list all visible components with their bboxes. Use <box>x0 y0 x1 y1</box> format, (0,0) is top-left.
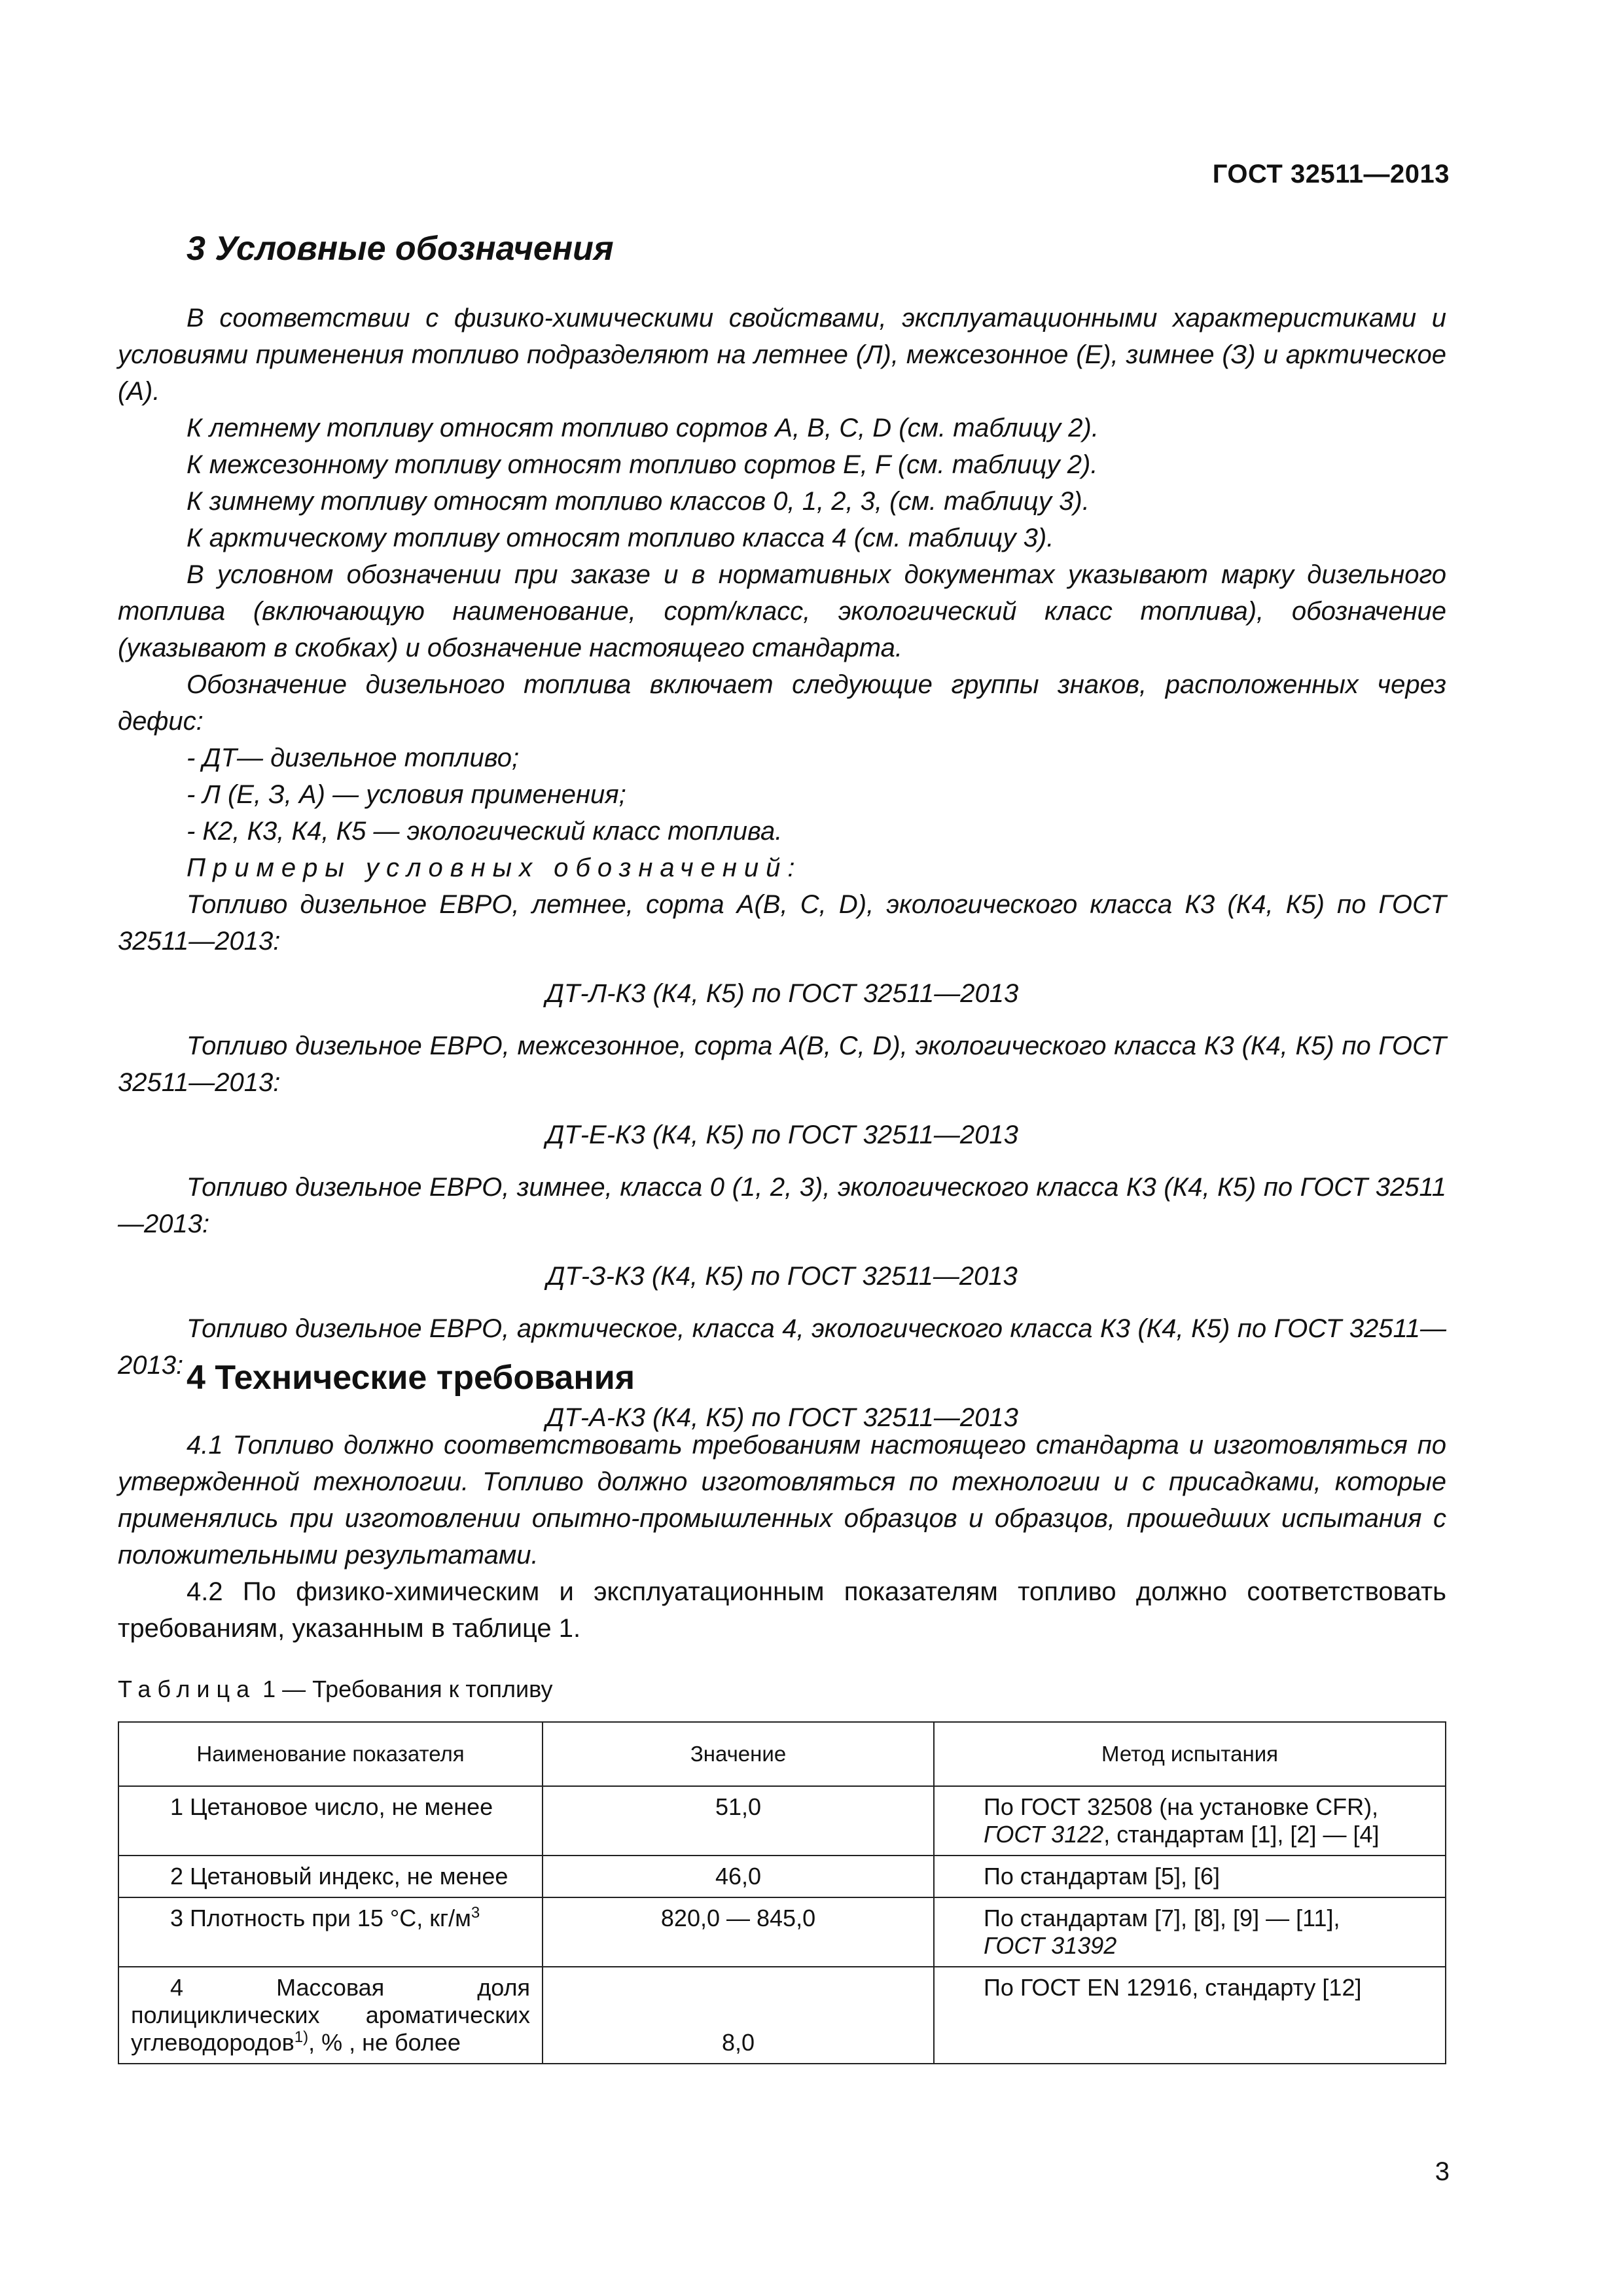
column-header: Значение <box>543 1722 934 1786</box>
paragraph: К зимнему топливу относят топливо классов 0, 1, 2, 3, (см. таблицу 3). <box>187 487 1090 516</box>
test-method: По стандартам [7], [8], [9] — [11], ГОСТ 31392 <box>934 1897 1446 1967</box>
table-header-row <box>118 1722 1446 1786</box>
indicator-name: 4 Массовая доля полициклических ароматических углеводородов$^{1)}$, % , не более <box>118 1967 543 2064</box>
paragraph-4-1: 4.1 Топливо должно соответствовать требованиям настоящего стандарта и изготовляться по утвержденной технологии. Топливо должно изготовляться по технологии и с присадками, которые применялись при изготовлении опытно-промышленных образцов и образцов, прошедших испытания с положительными результатами. <box>118 1431 1446 1570</box>
section-4-body <box>118 1427 1446 1647</box>
section-4-title: 4 Технические требования <box>187 1359 635 1397</box>
paragraph: К летнему топливу относят топливо сортов A, B, C, D (см. таблицу 2). <box>187 414 1099 442</box>
example-designation: ДТ-З-К3 (К4, К5) по ГОСТ 32511—2013 <box>546 1262 1018 1291</box>
example-text: Топливо дизельное ЕВРО, межсезонное, сорта А(В, С, D), экологического класса К3 (К4, К5) по ГОСТ 32511—2013: <box>118 1031 1446 1097</box>
section-3-body <box>118 300 1446 1452</box>
indicator-value: 46,0 <box>543 1856 934 1897</box>
paragraph-4-2: 4.2 По физико-химическим и эксплуатационным показателям топливо должно соответствовать требованиям, указанным в таблице 1. <box>118 1577 1446 1643</box>
section-3-title: 3 Условные обозначения <box>187 230 614 268</box>
paragraph: В условном обозначении при заказе и в нормативных документах указывают марку дизельного топлива (включающую наименование, сорт/класс, экологический класс топлива), обозначение (указывают в скобках) и обозначение настоящего стандарта. <box>118 560 1446 662</box>
paragraph: К межсезонному топливу относят топливо сортов E, F (см. таблицу 2). <box>187 450 1098 479</box>
examples-label: Примеры условных обозначений: <box>187 853 802 882</box>
test-method: По стандартам [5], [6] <box>934 1856 1446 1897</box>
test-method: По ГОСТ EN 12916, стандарту [12] <box>934 1967 1446 2064</box>
example-text: Топливо дизельное ЕВРО, летнее, сорта А(В, С, D), экологического класса К3 (К4, К5) по ГОСТ 32511—2013: <box>118 890 1446 956</box>
example-text: Топливо дизельное ЕВРО, арктическое, класса 4, экологического класса К3 (К4, К5) по ГОСТ 32511—2013: <box>118 1314 1446 1380</box>
indicator-value: 51,0 <box>543 1786 934 1856</box>
table-row <box>118 1786 1446 1856</box>
table-row <box>118 1967 1446 2064</box>
table-row <box>118 1897 1446 1967</box>
column-header: Метод испытания <box>934 1722 1446 1786</box>
example-designation: ДТ-А-К3 (К4, К5) по ГОСТ 32511—2013 <box>546 1403 1018 1432</box>
page-number: 3 <box>1435 2157 1450 2186</box>
indicator-name: 3 Плотность при 15 °С, $кг/м^3$ <box>118 1897 543 1967</box>
column-header: Наименование показателя <box>118 1722 543 1786</box>
paragraph: Обозначение дизельного топлива включает следующие группы знаков, расположенных через дефис: <box>118 670 1446 736</box>
example-text: Топливо дизельное ЕВРО, зимнее, класса 0 (1, 2, 3), экологического класса К3 (К4, К5) по ГОСТ 32511—2013: <box>118 1173 1446 1238</box>
standard-header: ГОСТ 32511—2013 <box>1212 160 1450 188</box>
list-item: - ДТ— дизельное топливо; <box>187 744 520 772</box>
list-item: - К2, К3, К4, К5 — экологический класс топлива. <box>187 817 783 846</box>
example-designation: ДТ-Е-К3 (К4, К5) по ГОСТ 32511—2013 <box>546 1121 1018 1149</box>
test-method: По ГОСТ 32508 (на установке CFR), ГОСТ 3122, стандартам [1], [2] — [4] <box>934 1786 1446 1856</box>
indicator-value: 8,0 <box>543 1967 934 2064</box>
paragraph: В соответствии с физико-химическими свойствами, эксплуатационными характеристиками и условиями применения топливо подразделяют на летнее (Л), межсезонное (Е), зимнее (З) и арктическое (А). <box>118 304 1446 406</box>
indicator-name: 1 Цетановое число, не менее <box>118 1786 543 1856</box>
paragraph: К арктическому топливу относят топливо класса 4 (см. таблицу 3). <box>187 524 1054 552</box>
list-item: - Л (Е, З, А) — условия применения; <box>187 780 626 809</box>
indicator-name: 2 Цетановый индекс, не менее <box>118 1856 543 1897</box>
indicator-value: 820,0 — 845,0 <box>543 1897 934 1967</box>
table-caption-label: Таблица <box>118 1676 257 1702</box>
table-caption-text: 1 — Требования к топливу <box>256 1676 553 1702</box>
table-row <box>118 1856 1446 1897</box>
example-designation: ДТ-Л-К3 (К4, К5) по ГОСТ 32511—2013 <box>545 979 1019 1008</box>
table-caption <box>118 1676 552 1703</box>
requirements-table <box>118 1721 1446 2064</box>
